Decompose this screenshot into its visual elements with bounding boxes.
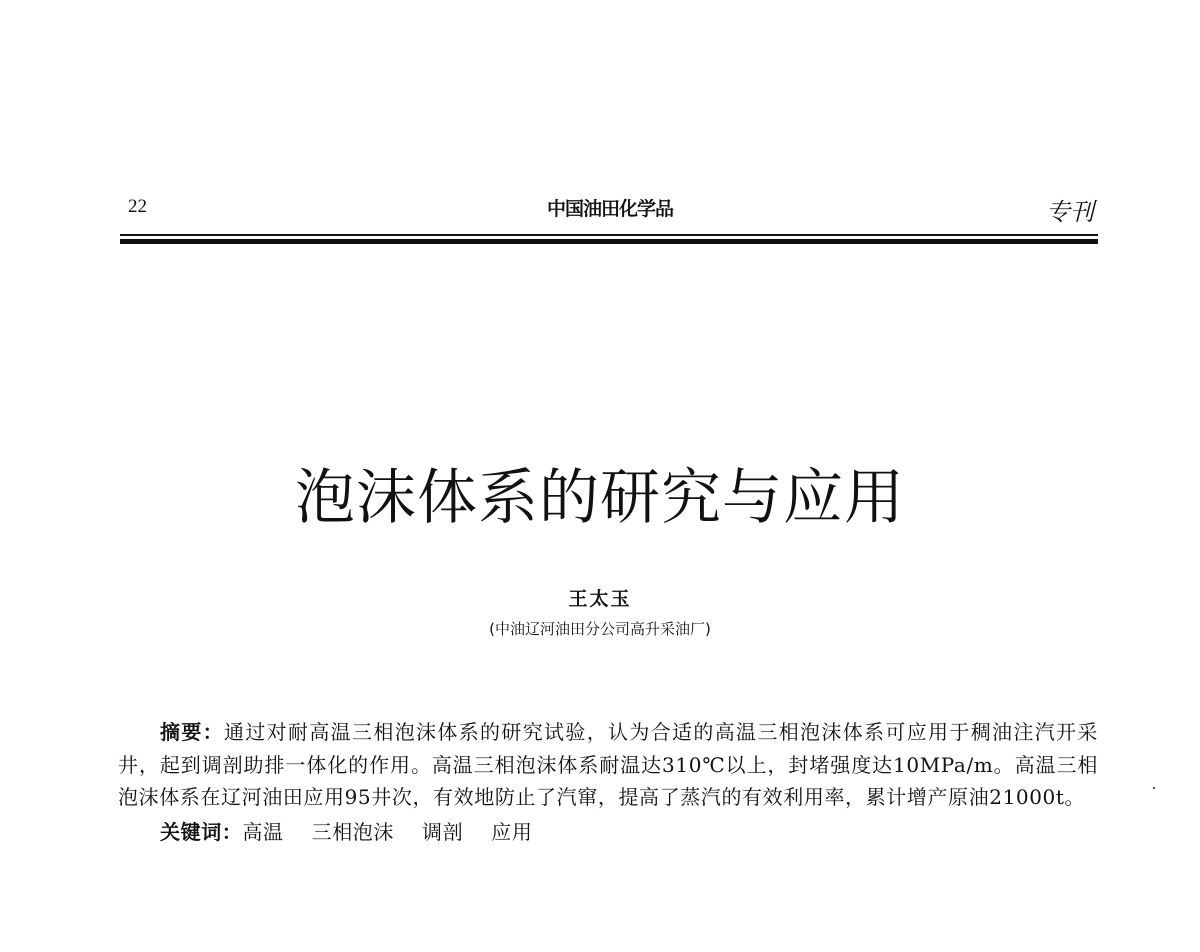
keyword: 应用 bbox=[491, 820, 533, 844]
keywords bbox=[160, 816, 560, 845]
keywords-label: 关键词： bbox=[160, 820, 243, 844]
header-rule-thick bbox=[120, 239, 1098, 244]
page-number: 22 bbox=[128, 196, 147, 217]
special-issue-label: 专刊 bbox=[1046, 198, 1094, 226]
journal-name: 中国油田化学品 bbox=[546, 198, 673, 220]
keyword: 三相泡沫 bbox=[311, 820, 395, 844]
author-name: 王太玉 bbox=[568, 588, 632, 610]
running-header bbox=[120, 192, 1100, 226]
author-affiliation: (中油辽河油田分公司高升采油厂) bbox=[489, 620, 711, 638]
abstract-text: 通过对耐高温三相泡沫体系的研究试验，认为合适的高温三相泡沫体系可应用于稠油注汽开采井，起到调剖助排一体化的作用。高温三相泡沫体系耐温达310℃以上，封堵强度达10MPa/m。高温三相泡沫体系在辽河油田应用95井次，有效地防止了汽窜，提高了蒸汽的有效利用率，累计增产原油21000t。 bbox=[118, 720, 1098, 809]
scan-speck bbox=[1153, 787, 1155, 789]
abstract-label: 摘要： bbox=[160, 720, 225, 744]
article-title: 泡沫体系的研究与应用 bbox=[295, 463, 905, 533]
abstract bbox=[118, 716, 1098, 814]
keyword: 高温 bbox=[242, 820, 284, 844]
keyword: 调剖 bbox=[422, 820, 464, 844]
header-rule-thin bbox=[120, 234, 1098, 236]
